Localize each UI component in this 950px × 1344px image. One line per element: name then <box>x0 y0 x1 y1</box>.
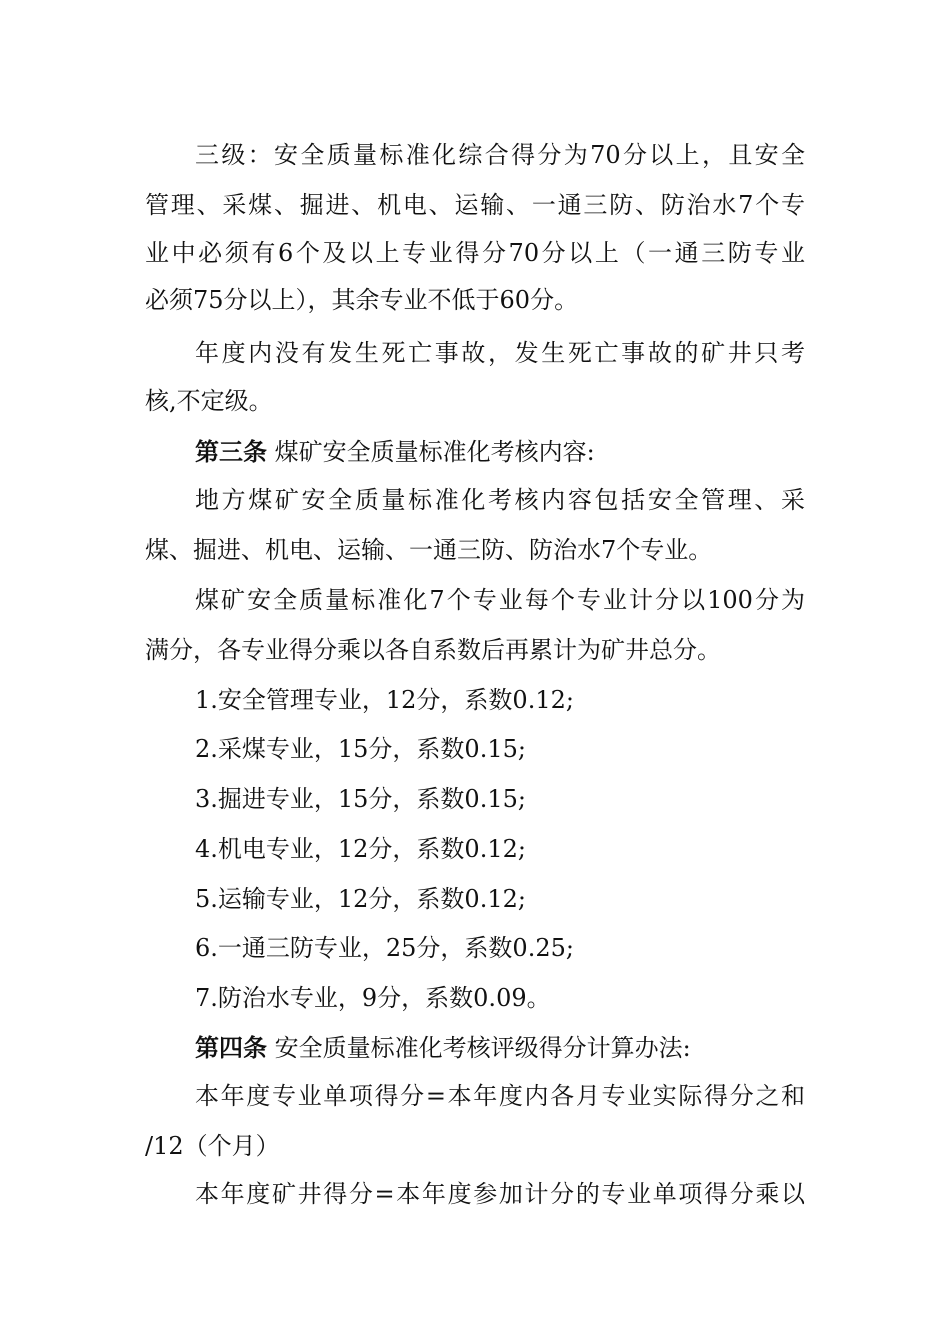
paragraph-line: 本年度矿井得分=本年度参加计分的专业单项得分乘以 <box>195 1180 805 1208</box>
list-item: 6.一通三防专业，25分，系数0.25; <box>195 934 574 962</box>
list-item: 3.掘进专业，15分，系数0.15; <box>195 785 526 813</box>
paragraph-line: 煤、掘进、机电、运输、一通三防、防治水7个专业。 <box>145 536 713 564</box>
paragraph-line: 地方煤矿安全质量标准化考核内容包括安全管理、采 <box>195 486 805 514</box>
paragraph-line: 管理、采煤、掘进、机电、运输、一通三防、防治水7个专 <box>145 191 805 219</box>
list-item: 2.采煤专业，15分，系数0.15; <box>195 735 526 763</box>
paragraph-line: 本年度专业单项得分=本年度内各月专业实际得分之和 <box>195 1082 805 1110</box>
article-3-heading <box>195 437 805 467</box>
article-title: 安全质量标准化考核评级得分计算办法: <box>274 1034 691 1062</box>
paragraph-line: /12（个月） <box>145 1132 280 1160</box>
list-item: 5.运输专业，12分，系数0.12; <box>195 885 526 913</box>
paragraph-line: 年度内没有发生死亡事故，发生死亡事故的矿井只考 <box>195 339 805 367</box>
list-item: 1.安全管理专业，12分，系数0.12; <box>195 686 574 714</box>
article-title: 煤矿安全质量标准化考核内容: <box>274 438 595 466</box>
article-number: 第四条 <box>195 1034 267 1062</box>
article-4-heading <box>195 1033 805 1063</box>
paragraph-line: 业中必须有6个及以上专业得分70分以上（一通三防专业 <box>145 239 805 267</box>
article-number: 第三条 <box>195 438 267 466</box>
list-item: 4.机电专业，12分，系数0.12; <box>195 835 526 863</box>
paragraph-line: 煤矿安全质量标准化7个专业每个专业计分以100分为 <box>195 586 805 614</box>
paragraph-line: 核,不定级。 <box>145 387 273 415</box>
paragraph-line: 三级：安全质量标准化综合得分为70分以上，且安全 <box>195 141 805 169</box>
list-item: 7.防治水专业，9分，系数0.09。 <box>195 984 551 1012</box>
paragraph-line: 满分，各专业得分乘以各自系数后再累计为矿井总分。 <box>145 636 721 664</box>
paragraph-line: 必须75分以上），其余专业不低于60分。 <box>145 286 579 314</box>
